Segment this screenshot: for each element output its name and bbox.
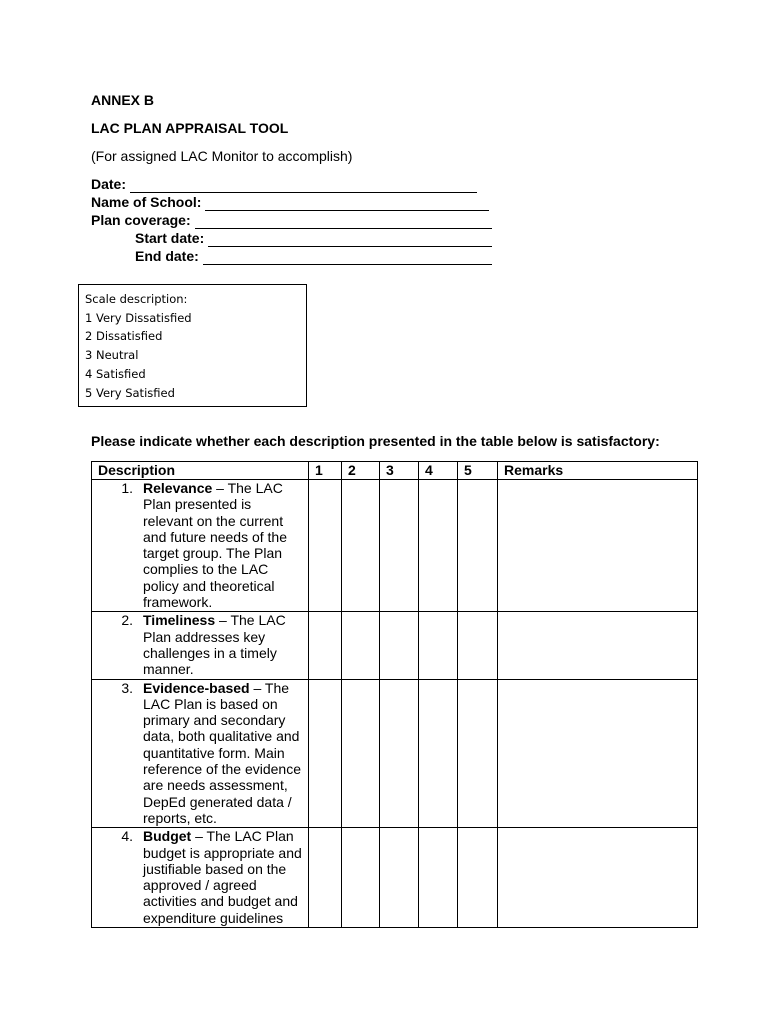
- rating-cell-4[interactable]: [419, 828, 458, 928]
- scale-description-box: [78, 284, 307, 407]
- rating-cell-5[interactable]: [458, 828, 498, 928]
- remarks-cell[interactable]: [498, 679, 698, 828]
- rating-cell-1[interactable]: [309, 679, 342, 828]
- school-field[interactable]: [91, 193, 492, 211]
- description-cell: [92, 612, 309, 679]
- coverage-label: Plan coverage:: [91, 212, 191, 228]
- end-date-field[interactable]: [135, 247, 492, 265]
- description-cell: [92, 828, 309, 928]
- table-row: [92, 679, 698, 828]
- end-date-line[interactable]: [203, 251, 492, 265]
- table-row: [92, 828, 698, 928]
- start-date-field[interactable]: [135, 229, 492, 247]
- scale-item: 5 Very Satisfied: [85, 385, 175, 400]
- item-number: 1.: [121, 480, 133, 496]
- document-title: LAC PLAN APPRAISAL TOOL: [91, 120, 289, 136]
- rating-cell-1[interactable]: [309, 828, 342, 928]
- coverage-field[interactable]: [91, 211, 492, 229]
- date-line[interactable]: [130, 179, 477, 193]
- rating-cell-2[interactable]: [342, 480, 380, 612]
- item-number: 3.: [121, 679, 133, 696]
- date-field[interactable]: [91, 175, 492, 193]
- scale-item: 1 Very Dissatisfied: [85, 310, 192, 325]
- description-cell: [92, 679, 309, 828]
- header-scale-4: 4: [419, 462, 458, 480]
- rating-cell-1[interactable]: [309, 480, 342, 612]
- rating-cell-3[interactable]: [380, 828, 419, 928]
- header-scale-3: 3: [380, 462, 419, 480]
- description-cell: [92, 480, 309, 612]
- rating-cell-3[interactable]: [380, 679, 419, 828]
- scale-item: 4 Satisfied: [85, 366, 146, 381]
- date-label: Date:: [91, 176, 127, 192]
- start-date-line[interactable]: [208, 233, 492, 247]
- remarks-cell[interactable]: [498, 828, 698, 928]
- scale-item: 3 Neutral: [85, 348, 139, 363]
- table-row: [92, 480, 698, 612]
- header-remarks: Remarks: [498, 462, 698, 480]
- rating-cell-2[interactable]: [342, 679, 380, 828]
- school-line[interactable]: [205, 197, 489, 211]
- remarks-cell[interactable]: [498, 612, 698, 679]
- start-date-label: Start date:: [135, 230, 205, 246]
- rating-cell-4[interactable]: [419, 679, 458, 828]
- item-keyword: Evidence-based: [143, 679, 250, 696]
- school-label: Name of School:: [91, 194, 202, 210]
- item-keyword: Timeliness: [143, 612, 216, 629]
- header-scale-1: 1: [309, 462, 342, 480]
- item-description: – The LAC Plan addresses key challenges in a timely manner.: [143, 612, 286, 678]
- item-keyword: Budget: [143, 828, 192, 845]
- annex-label: ANNEX B: [91, 92, 155, 108]
- coverage-line[interactable]: [195, 215, 492, 229]
- form-fields: [91, 175, 492, 265]
- rating-cell-3[interactable]: [380, 480, 419, 612]
- remarks-cell[interactable]: [498, 480, 698, 612]
- header-scale-2: 2: [342, 462, 380, 480]
- item-description: – The LAC Plan presented is relevant on the current and future needs of the target group. The Plan complies to the LAC policy and theoretical framework.: [143, 480, 287, 611]
- end-date-label: End date:: [135, 248, 199, 264]
- rating-cell-2[interactable]: [342, 612, 380, 679]
- item-keyword: Relevance: [143, 480, 213, 496]
- item-number: 4.: [121, 828, 133, 845]
- instruction-text: Please indicate whether each description presented in the table below is satisfactory:: [91, 433, 660, 449]
- header-description: Description: [92, 462, 309, 480]
- rating-cell-4[interactable]: [419, 480, 458, 612]
- appraisal-table: [91, 461, 698, 928]
- scale-item: 2 Dissatisfied: [85, 329, 163, 344]
- rating-cell-1[interactable]: [309, 612, 342, 679]
- header-scale-5: 5: [458, 462, 498, 480]
- item-description: – The LAC Plan is based on primary and secondary data, both qualitative and quantitative form. Main reference of the evidence are needs assessment, DepEd generated data / reports, etc.: [143, 679, 301, 826]
- rating-cell-4[interactable]: [419, 612, 458, 679]
- rating-cell-3[interactable]: [380, 612, 419, 679]
- table-header-row: [92, 462, 698, 480]
- table-row: [92, 612, 698, 679]
- item-description: – The LAC Plan budget is appropriate and justifiable based on the approved / agreed activities and budget and expenditure guidelines: [143, 828, 302, 926]
- rating-cell-2[interactable]: [342, 828, 380, 928]
- document-subtitle: (For assigned LAC Monitor to accomplish): [91, 148, 353, 164]
- rating-cell-5[interactable]: [458, 679, 498, 828]
- scale-heading: Scale description:: [85, 292, 188, 306]
- item-number: 2.: [121, 612, 133, 629]
- rating-cell-5[interactable]: [458, 480, 498, 612]
- rating-cell-5[interactable]: [458, 612, 498, 679]
